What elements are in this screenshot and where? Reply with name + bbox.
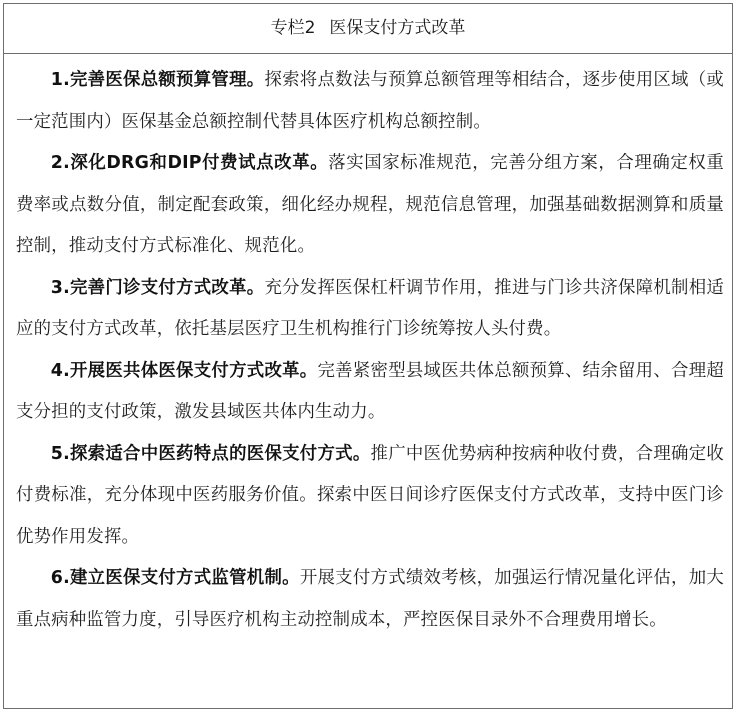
item-body: 充分发挥医保杠杆调节作用，推进与门诊共济保障机制相适应的支付方式改革，依托基层医疗卫生机构推行门诊统筹按人头付费。 — [16, 277, 724, 339]
item-body: 落实国家标准规范，完善分组方案，合理确定权重费率或点数分值，制定配套政策，细化经办规程，规范信息管理，加强基础数据测算和质量控制，推动支付方式标准化、规范化。 — [16, 153, 725, 256]
column-title-text: 医保支付方式改革 — [329, 18, 466, 38]
item-paragraph — [16, 60, 724, 143]
item-paragraph — [16, 434, 724, 559]
column-title — [4, 4, 732, 54]
item-heading: 6.建立医保支付方式监管机制。 — [50, 568, 300, 588]
column-content — [4, 54, 732, 641]
item-paragraph — [16, 558, 724, 641]
item-body: 推广中医优势病种按病种收付费，合理确定收付费标准，充分体现中医药服务价值。探索中医日间诊疗医保支付方式改革，支持中医门诊优势作用发挥。 — [16, 443, 724, 547]
item-body: 开展支付方式绩效考核，加强运行情况量化评估，加大重点病种监管力度，引导医疗机构主动控制成本，严控医保目录外不合理费用增长。 — [16, 568, 724, 630]
item-body: 完善紧密型县域医共体总额预算、结余留用、合理超支分担的支付政策，激发县域医共体内生动力。 — [16, 360, 724, 422]
item-heading: 4.开展医共体医保支付方式改革。 — [50, 360, 318, 381]
column-label: 专栏2 — [270, 18, 316, 38]
item-body: 探索将点数法与预算总额管理等相结合，逐步使用区域（或一定范围内）医保基金总额控制代替具体医疗机构总额控制。 — [16, 70, 724, 132]
item-heading: 2.深化DRG和DIP付费试点改革。 — [50, 153, 329, 173]
item-paragraph — [16, 351, 724, 434]
item-paragraph — [16, 268, 724, 351]
column-box — [3, 3, 733, 709]
item-heading: 3.完善门诊支付方式改革。 — [50, 277, 265, 298]
item-heading: 5.探索适合中医药特点的医保支付方式。 — [50, 443, 371, 464]
item-heading: 1.完善医保总额预算管理。 — [50, 70, 265, 90]
item-paragraph — [16, 143, 724, 268]
